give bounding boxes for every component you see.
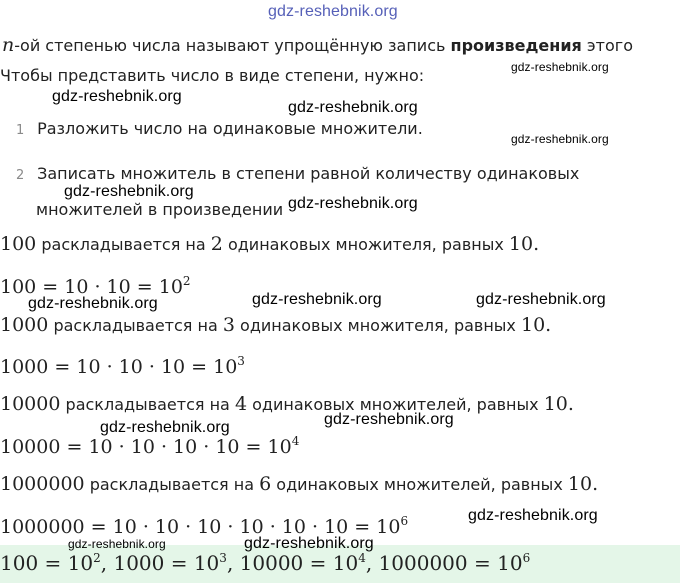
step-number: 2 <box>16 168 25 183</box>
base: 10 <box>508 233 534 255</box>
example-2-description <box>0 314 551 336</box>
text: раскладывается на <box>36 235 211 254</box>
intro-text: -ой степенью числа называют упрощённую запись <box>14 36 451 55</box>
watermark-top: gdz-reshebnik.org <box>268 3 398 20</box>
exponent: 2 <box>93 551 101 565</box>
example-1-description <box>0 233 539 255</box>
number: 1000000 <box>0 473 85 495</box>
example-4-description <box>0 473 598 495</box>
period: . <box>533 233 540 255</box>
watermark: gdz-reshebnik.org <box>252 291 382 308</box>
intro-line <box>2 34 633 56</box>
text: одинаковых множителей, равных <box>247 395 544 414</box>
step-text: Разложить число на одинаковые множители. <box>37 119 423 138</box>
watermark: gdz-reshebnik.org <box>244 535 374 552</box>
period: . <box>592 473 599 495</box>
factor-count: 2 <box>210 233 223 255</box>
base: 10 <box>543 393 568 415</box>
step-1 <box>16 119 423 138</box>
example-3-equation <box>0 436 299 458</box>
step-number: 1 <box>16 123 25 138</box>
period: . <box>567 393 574 415</box>
text: одинаковых множителей, равных <box>271 475 568 494</box>
exponent: 3 <box>219 551 227 565</box>
intro-tail: этого <box>581 36 633 55</box>
text: раскладывается на <box>48 316 223 335</box>
watermark: gdz-reshebnik.org <box>288 99 418 116</box>
base: 10 <box>567 473 593 495</box>
instruction-line: Чтобы представить число в виде степени, нужно: <box>0 66 425 85</box>
equation-text: 10000 = 10 · 10 · 10 · 10 = 10 <box>0 436 292 458</box>
watermark: gdz-reshebnik.org <box>68 537 166 551</box>
watermark: gdz-reshebnik.org <box>100 419 230 436</box>
example-3-description <box>0 393 574 415</box>
summary-part: , 1000 = 10 <box>100 551 220 575</box>
text: раскладывается на <box>60 395 235 414</box>
summary-part: 100 = 10 <box>0 551 94 575</box>
exponent: 6 <box>400 514 409 528</box>
exponent: 4 <box>291 434 300 448</box>
text: одинаковых множителя, равных <box>234 316 521 335</box>
text: одинаковых множителя, равных <box>222 235 509 254</box>
watermark: gdz-reshebnik.org <box>511 60 609 74</box>
watermark: gdz-reshebnik.org <box>476 291 606 308</box>
step-2-continued: множителей в произведении <box>36 200 284 219</box>
base: 10 <box>520 314 546 336</box>
intro-bold: произведения <box>450 36 582 55</box>
number: 10000 <box>0 393 61 415</box>
exponent: 4 <box>358 551 366 565</box>
summary-equation <box>0 551 530 575</box>
step-2 <box>16 164 579 183</box>
intro-variable: n <box>2 34 15 56</box>
summary-part: , 1000000 = 10 <box>365 551 523 575</box>
exponent: 2 <box>182 274 191 288</box>
equation-text: 1000000 = 10 · 10 · 10 · 10 · 10 · 10 = 10 <box>0 516 401 538</box>
watermark: gdz-reshebnik.org <box>288 195 418 212</box>
watermark: gdz-reshebnik.org <box>28 295 158 312</box>
watermark: gdz-reshebnik.org <box>511 132 609 146</box>
equation-text: 1000 = 10 · 10 · 10 = 10 <box>0 356 238 378</box>
watermark: gdz-reshebnik.org <box>52 88 182 105</box>
watermark: gdz-reshebnik.org <box>468 507 598 524</box>
watermark: gdz-reshebnik.org <box>324 411 454 428</box>
factor-count: 4 <box>234 393 248 415</box>
example-2-equation <box>0 356 245 378</box>
step-text: Записать множитель в степени равной количеству одинаковых <box>37 164 580 183</box>
factor-count: 6 <box>259 473 272 495</box>
equation-text: 100 = 10 · 10 = 10 <box>0 276 183 298</box>
period: . <box>545 314 552 336</box>
watermark: gdz-reshebnik.org <box>64 183 194 200</box>
exponent: 3 <box>237 354 245 368</box>
factor-count: 3 <box>222 314 235 336</box>
summary-part: , 10000 = 10 <box>226 551 359 575</box>
exponent: 6 <box>522 551 531 565</box>
text: раскладывается на <box>84 475 260 494</box>
number: 1000 <box>0 314 49 336</box>
number: 100 <box>0 233 37 255</box>
